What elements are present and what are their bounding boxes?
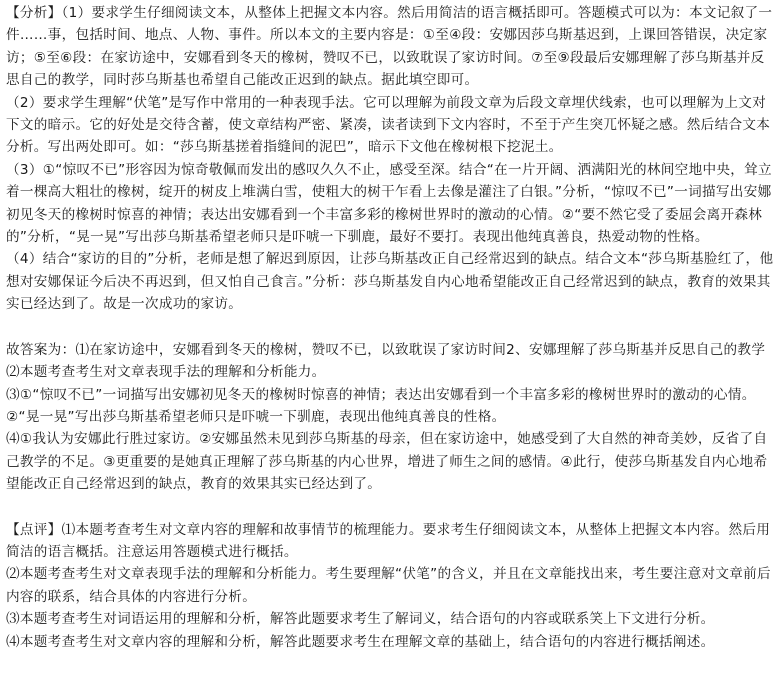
comment-2: ⑵本题考查考生对文章表现手法的理解和分析能力。考生要理解“伏笔”的含义，并且在文章能找出来，考生要注意对文章前后内容的联系，结合具体的内容进行分析。 <box>6 566 771 605</box>
answer-1: 故答案为：⑴在家访途中，安娜看到冬天的橡树，赞叹不已，以致耽误了家访时间2、安娜理解了莎乌斯基并反思自己的教学 <box>6 341 766 358</box>
analysis-part-4: （4）结合“家访的目的”分析，老师是想了解迟到原因，让莎乌斯基改正自己经常迟到的缺点。结合文本“莎乌斯基脸红了，他想对安娜保证今后决不再迟到，但又怕自己食言。”分析：莎乌斯基发自内心地希望能改正自己经常迟到的缺点，教育的效果其实已经达到了。故是一次成功的家访。 <box>6 251 774 313</box>
comment-4: ⑷本题考查考生对文章内容的理解和分析，解答此题要求考生在理解文章的基础上，结合语句的内容进行概括阐述。 <box>6 633 715 650</box>
analysis-part-3: （3）①“惊叹不已”形容因为惊奇敬佩而发出的感叹久久不止，感受至深。结合“在一片开阔、洒满阳光的林间空地中央，耸立着一棵高大粗壮的橡树，绽开的树皮上堆满白雪，使粗大的树干乍看上去像是灌注了白银。”分析，“惊叹不已”一词描写出安娜初见冬天的橡树时惊喜的神情；表达出安娜看到一个丰富多彩的橡树世界时的激动的心情。②“要不然它受了委屈会离开森林的”分析，“晃一晃”写出莎乌斯基希望老师只是吓唬一下驯鹿，最好不要打。表现出他纯真善良，热爱动物的性格。 <box>6 161 772 246</box>
section-spacer <box>6 496 774 519</box>
analysis-part-2: （2）要求学生理解“伏笔”是写作中常用的一种表现手法。它可以理解为前段文章为后段文章埋伏线索，也可以理解为上文对下文的暗示。它的好处是交待含蓄，使文章结构严密、紧凑，读者读到下文内容时，不至于产生突兀怀疑之感。然后结合文本分析。写出两处即可。如：“莎乌斯基搓着指缝间的泥巴”，暗示下文他在橡树根下挖泥土。 <box>6 94 771 156</box>
section-spacer <box>6 316 774 339</box>
comment-1: 【点评】⑴本题考查考生对文章内容的理解和故事情节的梳理能力。要求考生仔细阅读文本，从整体上把握文本内容。然后用简洁的语言概括。注意运用答题模式进行概括。 <box>6 521 771 560</box>
answer-4: ⑷①我认为安娜此行胜过家访。②安娜虽然未见到莎乌斯基的母亲，但在家访途中，她感受到了大自然的神奇美妙，反省了自己教学的不足。③更重要的是她真正理解了莎乌斯基的内心世界，增进了师生之间的感情。④此行，使莎乌斯基发自内心地希望能改正自己经常迟到的缺点，教育的效果其实已经达到了。 <box>6 431 768 493</box>
answer-3b: ②“晃一晃”写出莎乌斯基希望老师只是吓唬一下驯鹿，表现出他纯真善良的性格。 <box>6 408 506 425</box>
analysis-section <box>6 2 774 316</box>
comment-3: ⑶本题考查考生对词语运用的理解和分析，解答此题要求考生了解词义，结合语句的内容或联系笑上下文进行分析。 <box>6 611 715 628</box>
analysis-part-1: 【分析】（1）要求学生仔细阅读文本，从整体上把握文本内容。然后用简洁的语言概括即可。答题模式可以为：本文记叙了一件……事，包括时间、地点、人物、事件。所以本文的主要内容是：①至④段：安娜因莎乌斯基迟到，上课回答错误，决定家访；⑤至⑥段：在家访途中，安娜看到冬天的橡树，赞叹不已，以致耽误了家访时间。⑦至⑨段最后安娜理解了莎乌斯基并反思自己的教学，同时莎乌斯基也希望自己能改正迟到的缺点。据此填空即可。 <box>6 5 773 89</box>
answer-3: ⑶①“惊叹不已”一词描写出安娜初见冬天的橡树时惊喜的神情；表达出安娜看到一个丰富多彩的橡树世界时的激动的心情。 <box>6 386 756 403</box>
answer-section <box>6 339 774 496</box>
comment-section <box>6 519 774 653</box>
answer-2: ⑵本题考查考生对文章表现手法的理解和分析能力。 <box>6 364 326 381</box>
